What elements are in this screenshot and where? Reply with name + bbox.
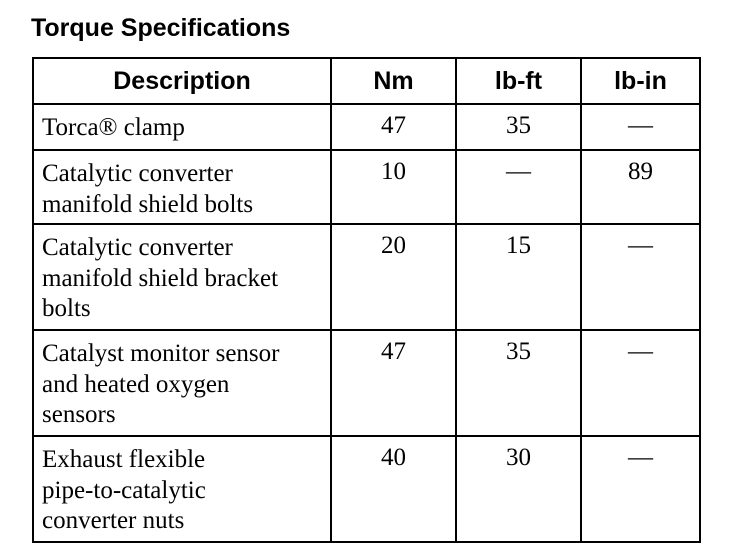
lb-in-value: — (581, 330, 700, 436)
lb-ft-value: — (456, 150, 581, 224)
table-row (33, 224, 700, 330)
description-line: Exhaust flexible (42, 446, 206, 473)
row-description-cell (33, 104, 331, 150)
row-description-cell (33, 330, 331, 436)
table-row (33, 104, 700, 150)
description-line: pipe-to-catalytic (42, 476, 206, 504)
description-line: bolts (42, 295, 91, 322)
page-title: Torque Specifications (31, 14, 291, 42)
lb-in-value: — (581, 224, 700, 330)
header-description: Description (33, 58, 331, 104)
nm-value: 20 (331, 224, 456, 330)
row-description-cell (33, 150, 331, 224)
header-lb-ft: lb-ft (456, 58, 581, 104)
lb-in-value: 89 (581, 150, 700, 224)
nm-value: 47 (331, 104, 456, 150)
nm-value: 10 (331, 150, 456, 224)
description-line: manifold shield bracket (42, 264, 279, 292)
table-row (33, 436, 700, 542)
torque-specifications-table (32, 57, 701, 543)
description-line: Catalyst monitor sensor (42, 340, 280, 367)
row-description-cell (33, 436, 331, 542)
lb-ft-value: 35 (456, 104, 581, 150)
lb-in-value: — (581, 436, 700, 542)
lb-ft-value: 30 (456, 436, 581, 542)
header-nm: Nm (331, 58, 456, 104)
description-line: Catalytic converter (42, 160, 233, 187)
description-line: converter nuts (42, 507, 185, 534)
row-description-cell (33, 224, 331, 330)
lb-in-value: — (581, 104, 700, 150)
table-row (33, 330, 700, 436)
lb-ft-value: 15 (456, 224, 581, 330)
description-line: manifold shield bolts (42, 190, 254, 218)
description-line: sensors (42, 401, 116, 428)
description-line: Torca® clamp (42, 114, 185, 141)
header-lb-in: lb-in (581, 58, 700, 104)
description-line: and heated oxygen (42, 370, 230, 398)
description-line: Catalytic converter (42, 234, 233, 261)
table-row (33, 150, 700, 224)
nm-value: 40 (331, 436, 456, 542)
table-header-row (33, 58, 700, 104)
lb-ft-value: 35 (456, 330, 581, 436)
nm-value: 47 (331, 330, 456, 436)
